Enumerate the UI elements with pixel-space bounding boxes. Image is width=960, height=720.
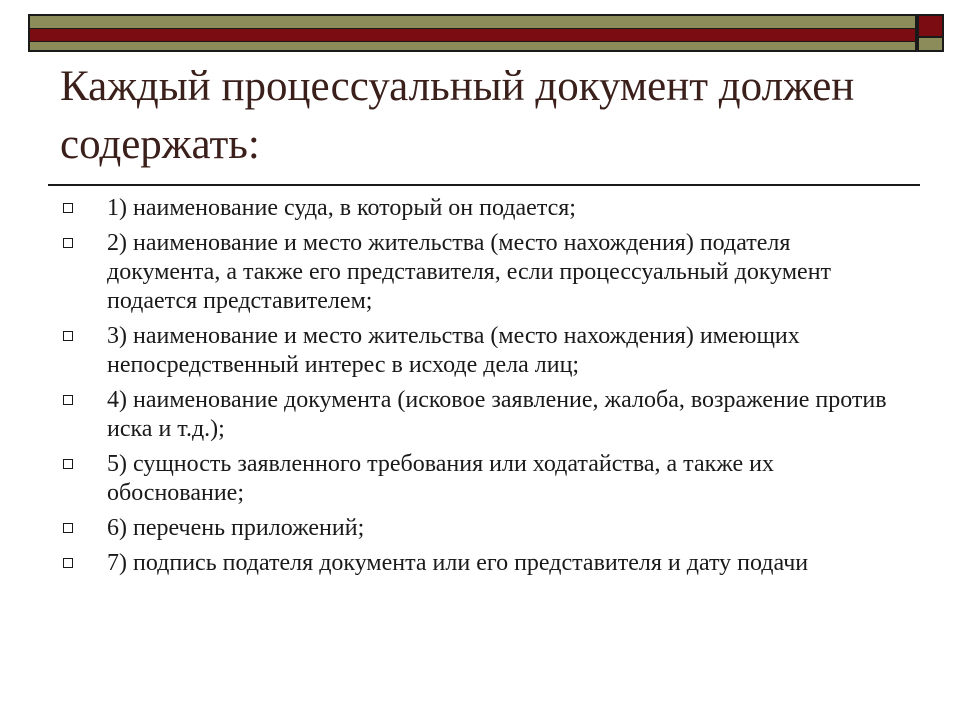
hollow-square-icon [63, 459, 73, 469]
corner-box-top [917, 14, 944, 38]
list-item-text: 5) сущность заявленного требования или ходатайства, а также их обоснование; [107, 451, 775, 506]
title-divider [48, 184, 920, 186]
slide-title: Каждый процессуальный документ должен содержать: [60, 63, 855, 168]
bullet-list [60, 194, 900, 584]
hollow-square-icon [63, 203, 73, 213]
list-item-text: 7) подпись подателя документа или его представителя и дату подачи [107, 550, 809, 576]
header-band-stripe [30, 28, 915, 42]
list-item [60, 322, 900, 380]
hollow-square-icon [63, 558, 73, 568]
list-item-text: 4) наименование документа (исковое заявление, жалоба, возражение против иска и т.д.); [107, 387, 887, 442]
list-item [60, 549, 900, 578]
list-item [60, 514, 900, 543]
corner-box-bottom [917, 36, 944, 52]
list-item-text: 3) наименование и место жительства (место нахождения) имеющих непосредственный интерес в исходе дела лиц; [107, 323, 800, 378]
list-item-text: 1) наименование суда, в который он подается; [107, 195, 576, 221]
list-item [60, 450, 900, 508]
hollow-square-icon [63, 395, 73, 405]
hollow-square-icon [63, 523, 73, 533]
list-item [60, 194, 900, 223]
list-item [60, 386, 900, 444]
list-item-text: 6) перечень приложений; [107, 515, 365, 541]
header-band [28, 14, 917, 52]
hollow-square-icon [63, 331, 73, 341]
list-item-text: 2) наименование и место жительства (место нахождения) подателя документа, а также его представителя, если процессуальный документ подается представителем; [107, 230, 832, 314]
list-item [60, 229, 900, 316]
hollow-square-icon [63, 238, 73, 248]
